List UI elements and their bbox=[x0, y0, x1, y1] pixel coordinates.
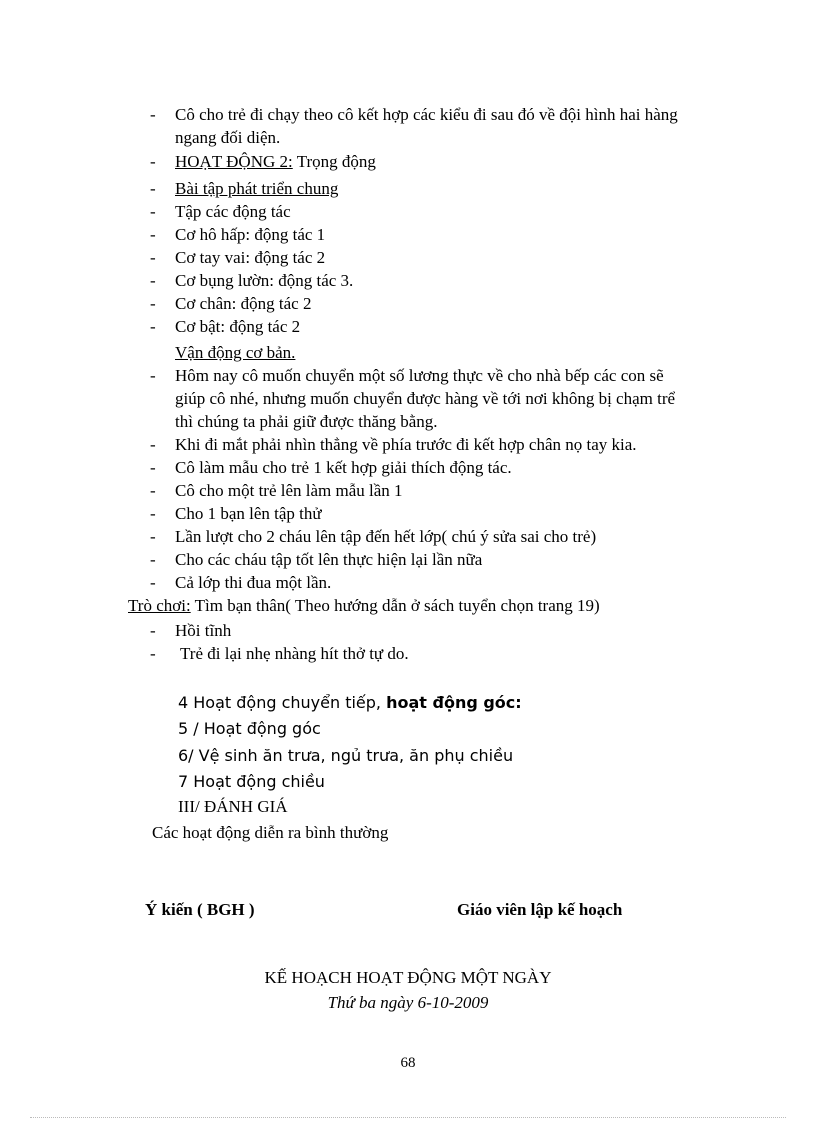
section-5-heading: 5 / Hoạt động góc bbox=[178, 719, 321, 738]
activity-heading bbox=[175, 151, 376, 173]
bullet-dash: - bbox=[150, 179, 156, 198]
bullet-dash: - bbox=[150, 248, 156, 267]
game-line bbox=[128, 595, 600, 617]
list-item: Trẻ đi lại nhẹ nhàng hít thở tự do. bbox=[180, 644, 409, 663]
list-item-continuation: ngang đối diện. bbox=[175, 128, 281, 147]
signature-principal: Ý kiến ( BGH ) bbox=[145, 900, 255, 919]
section-4-title: Hoạt động chuyển tiếp, bbox=[193, 693, 387, 712]
list-item: Cơ bật: động tác 2 bbox=[175, 317, 301, 336]
bullet-dash: - bbox=[150, 366, 156, 385]
list-item: Khi đi mắt phải nhìn thẳng về phía trước đi kết hợp chân nọ tay kia. bbox=[175, 435, 637, 454]
bullet-dash: - bbox=[150, 458, 156, 477]
bullet-dash: - bbox=[150, 225, 156, 244]
evaluation-text: Các hoạt động diễn ra bình thường bbox=[152, 823, 389, 842]
bullet-dash: - bbox=[150, 317, 156, 336]
list-item: Cả lớp thi đua một lần. bbox=[175, 573, 332, 592]
section-4-heading bbox=[178, 692, 522, 714]
plan-date: Thứ ba ngày 6-10-2009 bbox=[327, 993, 489, 1012]
list-item: Hôm nay cô muốn chuyển một số lương thực về cho nhà bếp các con sẽ bbox=[175, 366, 664, 385]
signature-teacher: Giáo viên lập kế hoạch bbox=[457, 900, 623, 919]
bullet-dash: - bbox=[150, 105, 156, 124]
list-item: Cơ hô hấp: động tác 1 bbox=[175, 225, 326, 244]
bullet-dash: - bbox=[150, 152, 156, 171]
bullet-dash: - bbox=[150, 271, 156, 290]
bullet-dash: - bbox=[150, 435, 156, 454]
bullet-dash: - bbox=[150, 504, 156, 523]
section-number: 4 bbox=[178, 693, 194, 712]
bullet-dash: - bbox=[150, 527, 156, 546]
page-divider bbox=[30, 1117, 786, 1118]
list-item: Lần lượt cho 2 cháu lên tập đến hết lớp( chú ý sửa sai cho trẻ) bbox=[175, 527, 597, 546]
list-item: Cô làm mẫu cho trẻ 1 kết hợp giải thích động tác. bbox=[175, 458, 512, 477]
list-item: Hồi tĩnh bbox=[175, 621, 232, 640]
bullet-dash: - bbox=[150, 550, 156, 569]
bullet-dash: - bbox=[150, 644, 156, 663]
section-4-subtitle: hoạt động góc: bbox=[386, 693, 522, 712]
list-item: Cơ tay vai: động tác 2 bbox=[175, 248, 326, 267]
bullet-dash: - bbox=[150, 202, 156, 221]
list-item: Tập các động tác bbox=[175, 202, 291, 221]
section-subheading: Bài tập phát triển chung bbox=[175, 179, 339, 198]
list-item-continuation: thì chúng ta phải giữ được thăng bằng. bbox=[175, 412, 438, 431]
list-item: Cô cho trẻ đi chạy theo cô kết hợp các kiểu đi sau đó về đội hình hai hàng bbox=[175, 105, 678, 124]
list-item: Cô cho một trẻ lên làm mẫu lần 1 bbox=[175, 481, 403, 500]
list-item-continuation: giúp cô nhé, nhưng muốn chuyển được hàng về tới nơi không bị chạm trể bbox=[175, 389, 676, 408]
page-number: 68 bbox=[400, 1055, 416, 1071]
list-item: Cho các cháu tập tốt lên thực hiện lại lần nữa bbox=[175, 550, 483, 569]
bullet-dash: - bbox=[150, 481, 156, 500]
activity-title: Trọng động bbox=[296, 152, 376, 171]
list-item: Cơ bụng lườn: động tác 3. bbox=[175, 271, 354, 290]
bullet-dash: - bbox=[150, 573, 156, 592]
section-7-heading: 7 Hoạt động chiều bbox=[178, 772, 325, 791]
game-description: Tìm bạn thân( Theo hướng dẫn ở sách tuyển chọn trang 19) bbox=[194, 596, 600, 615]
bullet-dash: - bbox=[150, 621, 156, 640]
game-label: Trò chơi: bbox=[128, 596, 191, 615]
evaluation-heading: III/ ĐÁNH GIÁ bbox=[178, 797, 288, 816]
section-subheading: Vận động cơ bản. bbox=[175, 343, 296, 362]
section-6-heading: 6/ Vệ sinh ăn trưa, ngủ trưa, ăn phụ chiều bbox=[178, 746, 514, 765]
list-item: Cho 1 bạn lên tập thử bbox=[175, 504, 322, 523]
activity-label: HOẠT ĐỘNG 2: bbox=[175, 152, 293, 171]
plan-title: KẾ HOẠCH HOẠT ĐỘNG MỘT NGÀY bbox=[264, 968, 552, 987]
list-item: Cơ chân: động tác 2 bbox=[175, 294, 312, 313]
bullet-dash: - bbox=[150, 294, 156, 313]
